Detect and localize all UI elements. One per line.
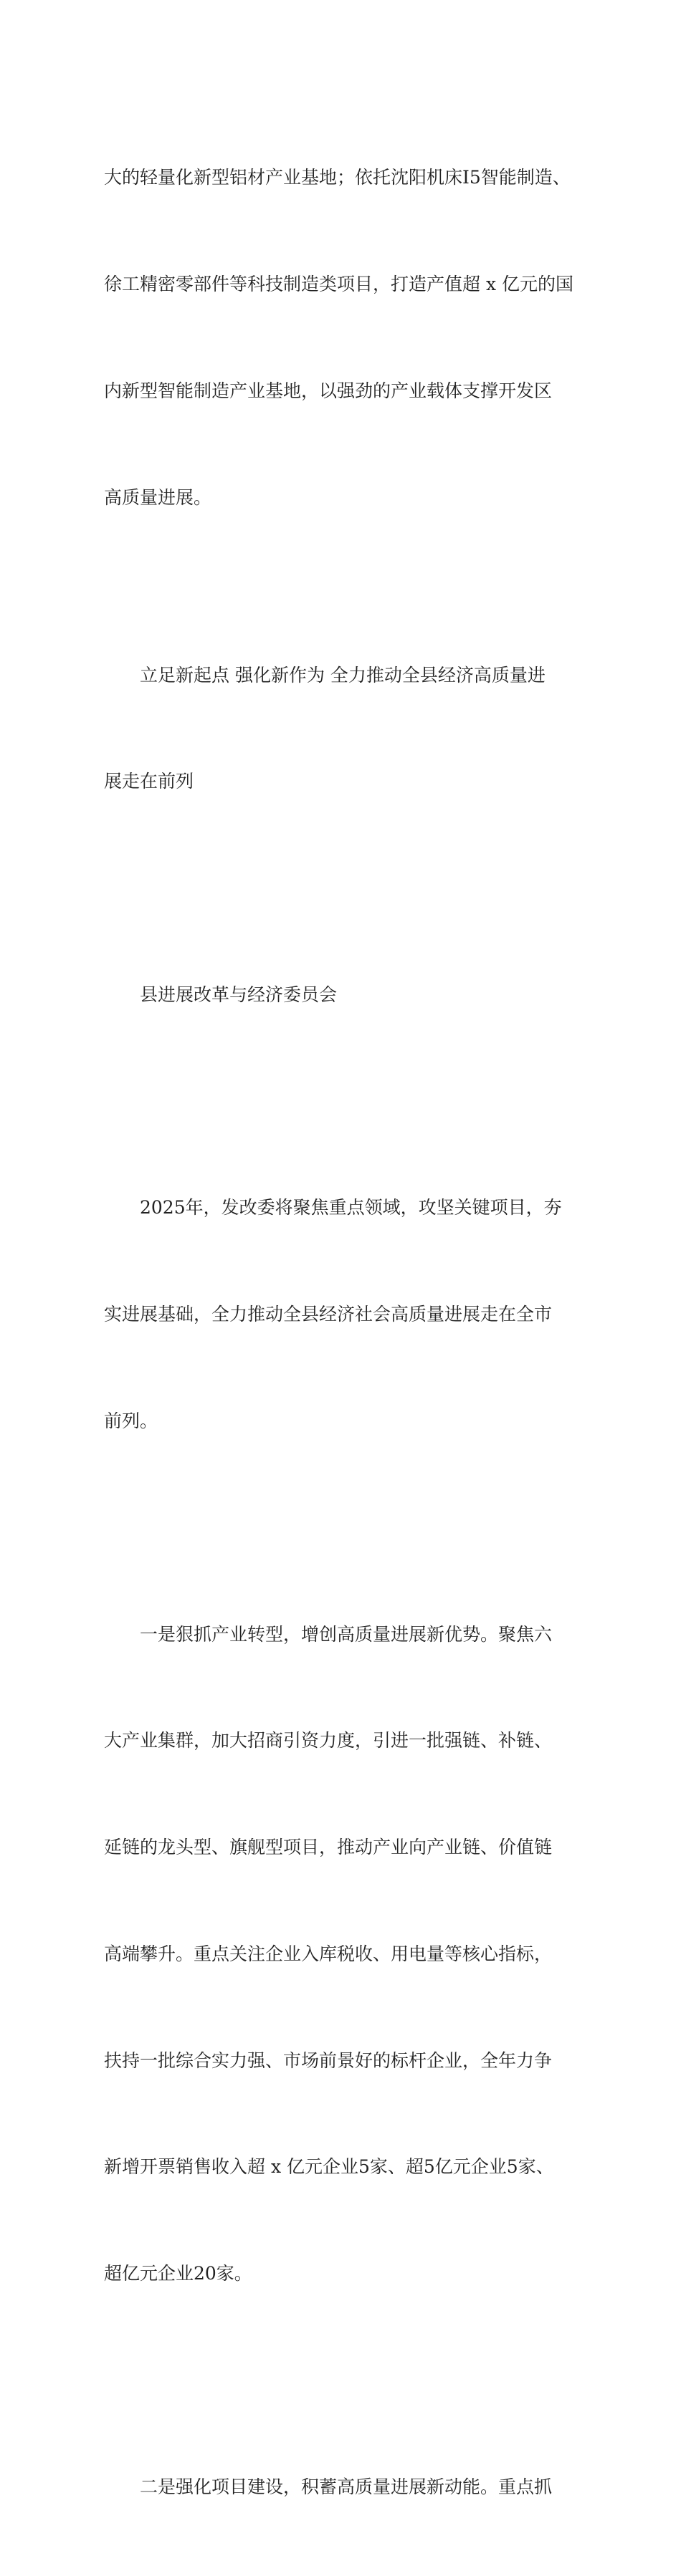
text-line: 徐工精密零部件等科技制造类项目，打造产值超 x 亿元的国 [104, 273, 573, 294]
paragraph-gap [104, 870, 581, 906]
paragraph-point-one [104, 1545, 581, 2363]
text-line: 大的轻量化新型铝材产业基地；依托沈阳机床I5智能制造、 [104, 167, 571, 188]
text-line: 延链的龙头型、旗舰型项目，推动产业向产业链、价值链 [104, 1837, 553, 1858]
article-author [104, 906, 581, 1084]
text-line: 内新型智能制造产业基地，以强劲的产业载体支撑开发区 [104, 380, 553, 401]
text-line: 2025年，发改委将聚焦重点领域，攻坚关键项目，夯 [140, 1197, 562, 1219]
text-line: 高端攀升。重点关注企业入库税收、用电量等核心指标， [104, 1943, 553, 1964]
text-line: 新增开票销售收入超 x 亿元企业5家、超5亿元企业5家、 [104, 2156, 554, 2178]
paragraph-intro [104, 1119, 581, 1510]
text-line: 大产业集群，加大招商引资力度，引进一批强链、补链、 [104, 1730, 553, 1751]
text-line: 展走在前列 [104, 771, 194, 792]
document-body [104, 89, 581, 2576]
paragraph-gap [104, 1084, 581, 1120]
paragraph-gap [104, 1510, 581, 1546]
text-line: 高质量进展。 [104, 486, 212, 508]
paragraph-point-two [104, 2398, 581, 2576]
text-line: 一是狠抓产业转型，增创高质量进展新优势。聚焦六 [140, 1623, 553, 1645]
text-line: 实进展基础，全力推动全县经济社会高质量进展走在全市 [104, 1304, 553, 1325]
text-line: 超亿元企业20家。 [104, 2263, 252, 2284]
article-title [104, 586, 581, 870]
text-line: 县进展改革与经济委员会 [140, 984, 338, 1005]
text-line: 立足新起点 强化新作为 全力推动全县经济高质量进 [140, 664, 546, 686]
text-line: 二是强化项目建设，积蓄高质量进展新动能。重点抓 [140, 2476, 553, 2497]
paragraph-gap [104, 2363, 581, 2398]
paragraph-continuation [104, 89, 581, 586]
text-line: 前列。 [104, 1410, 158, 1431]
text-line: 扶持一批综合实力强、市场前景好的标杆企业，全年力争 [104, 2049, 553, 2071]
